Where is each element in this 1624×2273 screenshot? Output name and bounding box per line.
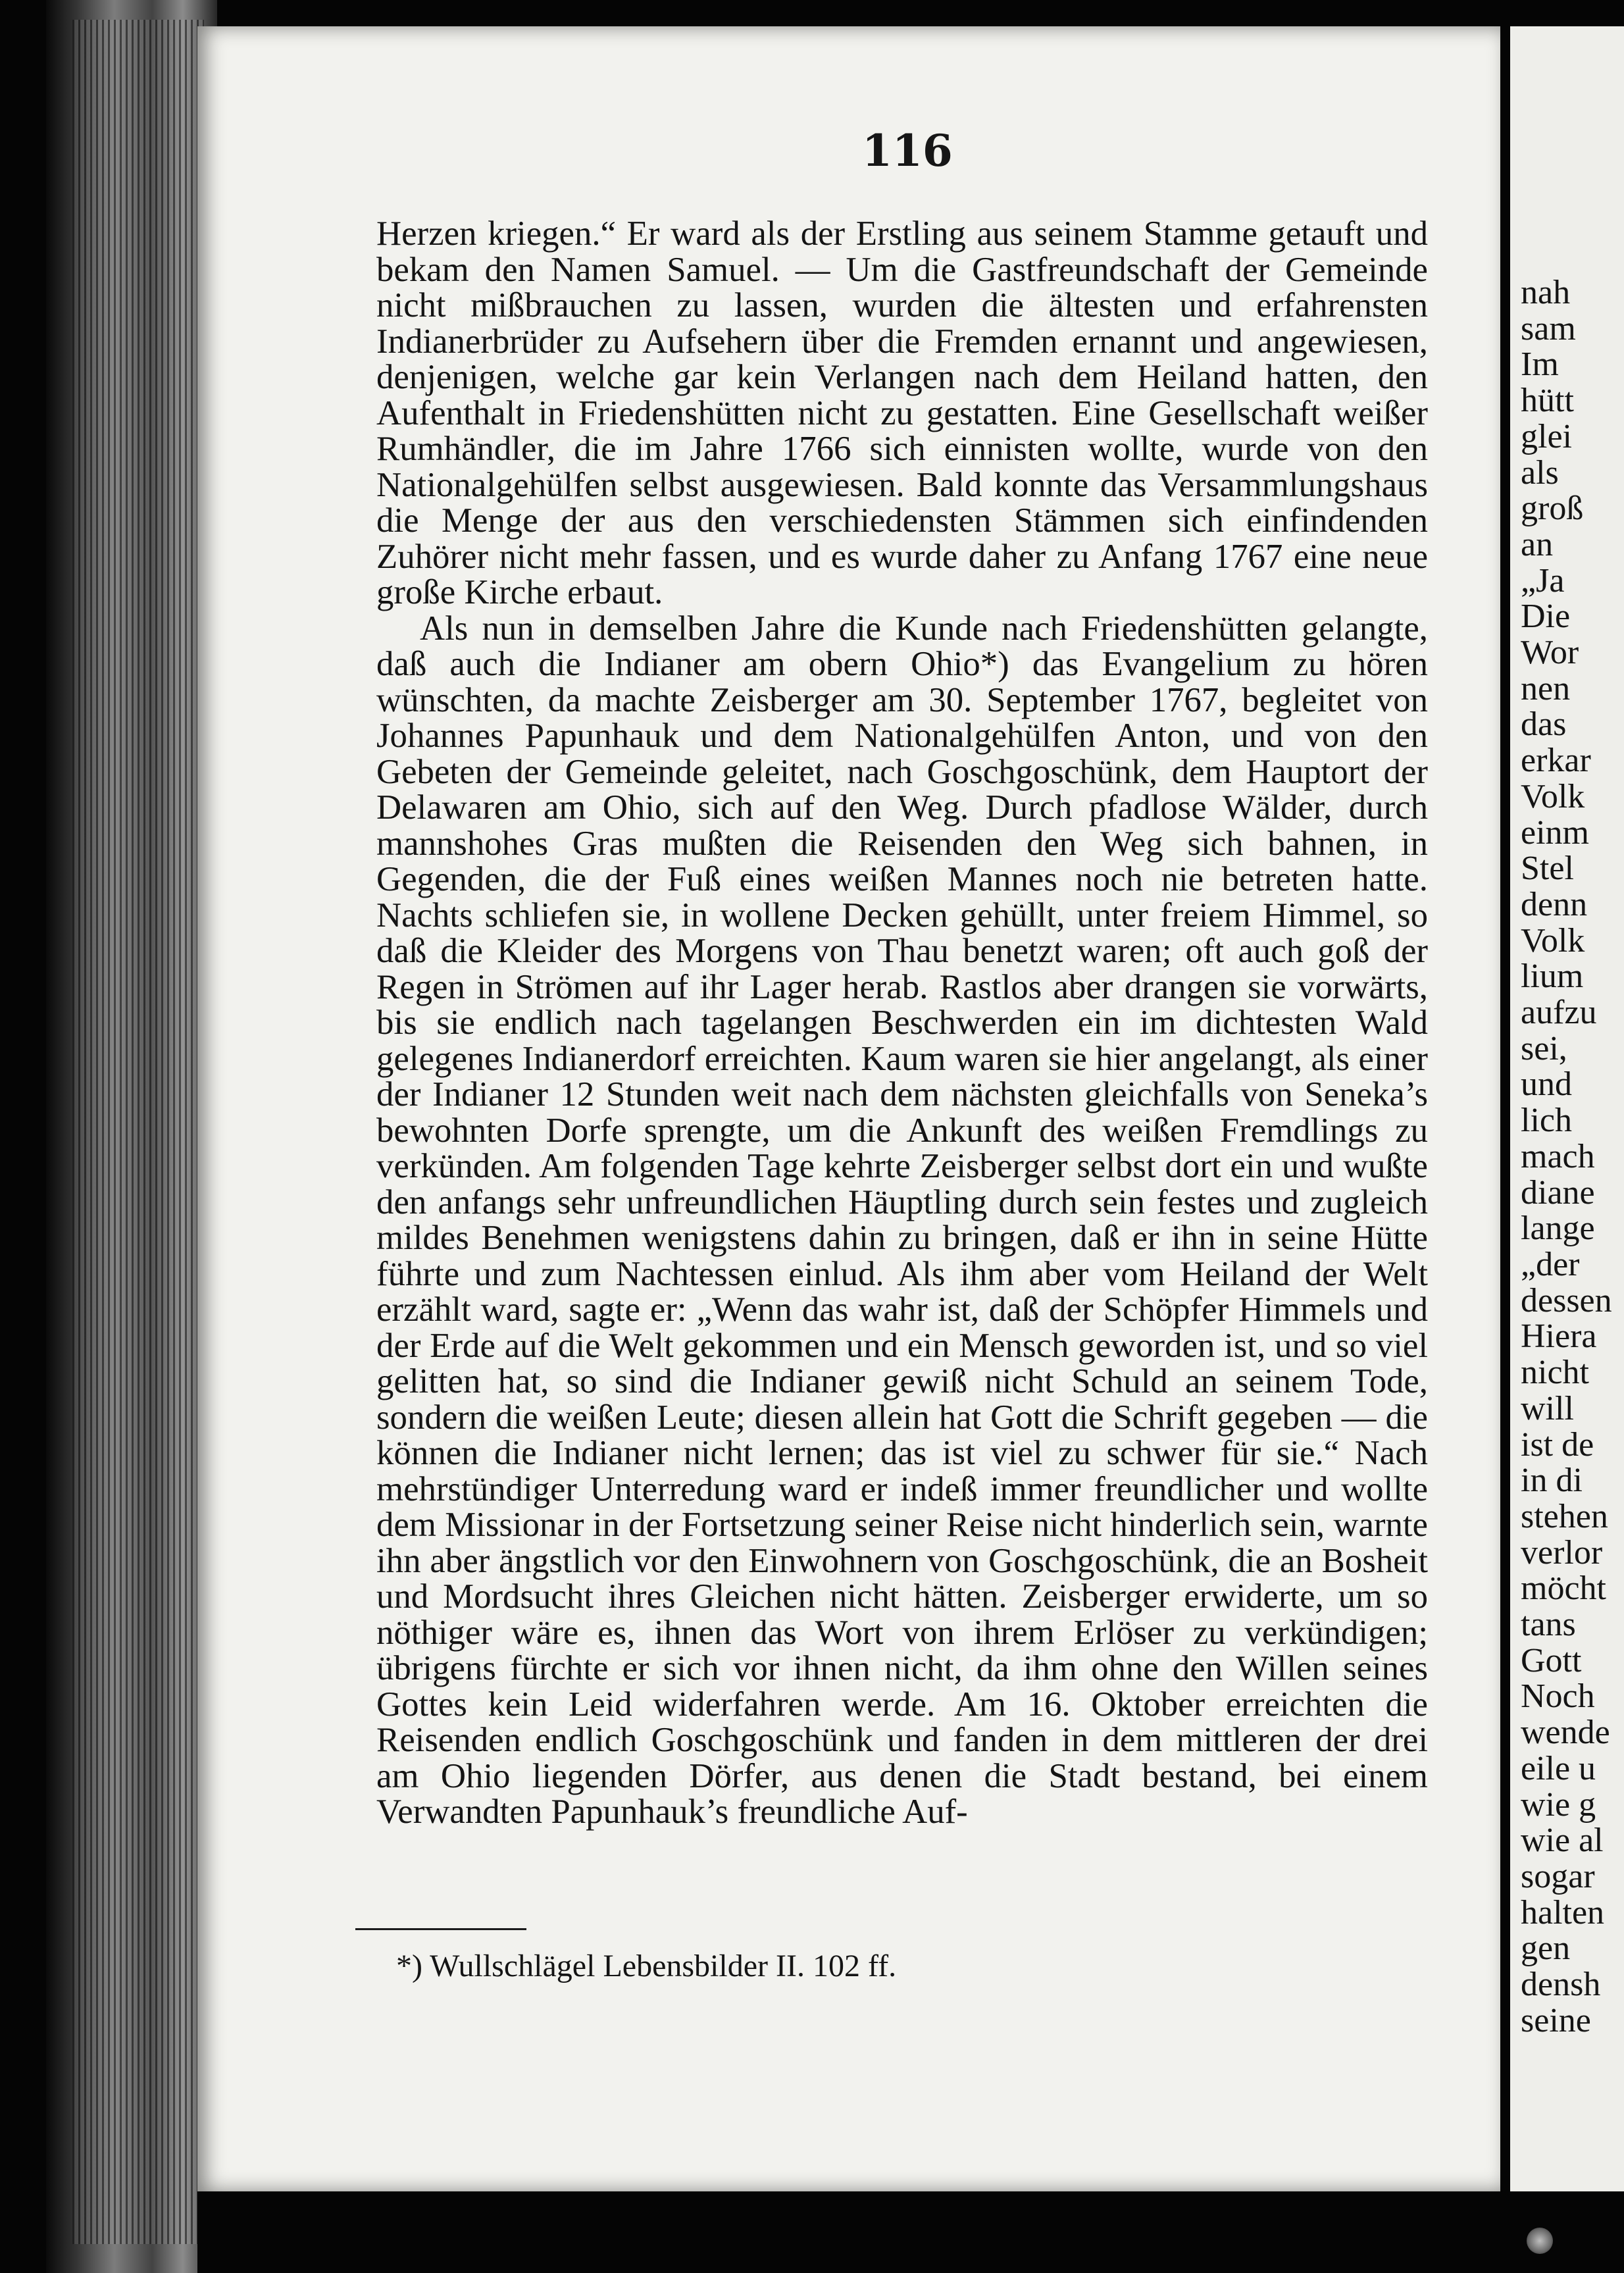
right-page-line: sogar — [1521, 1857, 1595, 1895]
paragraph-1: Herzen kriegen.“ Er ward als der Erstling aus seinem Stamme getauft und bekam den Namen Samuel. — Um die Gastfreundschaft der Gemeinde nicht mißbrauchen zu lassen, wurden die ältesten und erfahrensten Indianerbrüder zu Aufsehern über die Fremden ernannt und angewiesen, denjenigen, welche gar kein Verlangen nach dem Heiland hatten, den Aufenthalt in Friedenshütten nicht zu gestatten. Eine Gesellschaft weißer Rumhändler, die im Jahre 1766 sich einnisten wollte, wurde von den Nationalgehülfen selbst ausgewiesen. Bald konnte das Versammlungshaus die Menge der aus den verschiedensten Stämmen sich einfindenden Zuhörer nicht mehr fassen, und es wurde daher zu Anfang 1767 eine neue große Kirche erbaut. — [376, 215, 1428, 611]
right-page-line: das — [1521, 705, 1567, 744]
right-page-line: hütt — [1521, 382, 1574, 420]
right-page-line: mach — [1521, 1137, 1595, 1175]
right-page-line: glei — [1521, 417, 1572, 455]
right-page-line: denn — [1521, 885, 1588, 923]
right-page-line: in di — [1521, 1462, 1583, 1500]
right-page-edge — [1510, 26, 1624, 2191]
right-page-line: Im — [1521, 345, 1559, 384]
scan-background — [197, 2191, 1624, 2273]
right-page-line: nen — [1521, 669, 1571, 707]
right-page-line: lium — [1521, 958, 1584, 996]
right-page-line: an — [1521, 525, 1554, 563]
right-page-line: ist de — [1521, 1425, 1594, 1464]
right-page-line: und — [1521, 1065, 1572, 1104]
right-page-line: aufzu — [1521, 994, 1597, 1032]
right-page-line: erkar — [1521, 742, 1591, 780]
scan-artifact — [1527, 2228, 1553, 2254]
right-page-line: dessen — [1521, 1281, 1612, 1319]
footnote-divider — [355, 1928, 526, 1930]
right-page-line: wende — [1521, 1714, 1610, 1752]
right-page-line: möcht — [1521, 1570, 1606, 1608]
right-page-line: verlor — [1521, 1533, 1603, 1571]
right-page-line: stehen — [1521, 1497, 1608, 1535]
page-edges — [72, 20, 204, 2244]
right-page-line: Die — [1521, 598, 1571, 636]
right-page-line: „der — [1521, 1245, 1580, 1283]
right-page-line: Volk — [1521, 921, 1585, 959]
right-page-fragments — [1521, 275, 1624, 2039]
page-number: 116 — [862, 125, 953, 176]
right-page-line: wie g — [1521, 1785, 1596, 1824]
right-page-line: tans — [1521, 1606, 1576, 1644]
right-page-line: als — [1521, 453, 1559, 492]
right-page-line: sam — [1521, 309, 1576, 347]
paragraph-2: Als nun in demselben Jahre die Kunde nach Friedenshütten gelangte, daß auch die Indianer am obern Ohio*) das Evangelium zu hören wünschten, da machte Zeisberger am 30. September 1767, begleitet von Johannes Papunhauk und dem Nationalgehülfen Anton, und von den Gebeten der Gemeinde geleitet, nach Goschgoschünk, dem Hauptort der Delawaren am Ohio, sich auf den Weg. Durch pfadlose Wälder, durch mannshohes Gras mußten die Reisenden den Weg sich bahnen, in Gegenden, die der Fuß eines weißen Mannes noch nie betreten hatte. Nachts schliefen sie, in wollene Decken gehüllt, unter freiem Himmel, so daß die Kleider des Morgens von Thau benetzt waren; oft auch goß der Regen in Strömen auf ihr Lager herab. Rastlos aber drangen sie vorwärts, bis sie endlich nach tagelangen Beschwerden ein im dichtesten Wald gelegenes Indianerdorf erreichten. Kaum waren sie hier angelangt, als einer der Indianer 12 Stunden weit nach dem nächsten gleichfalls von Seneka’s bewohnten Dorfe sprengte, um die Ankunft des weißen Fremdlings zu verkünden. Am folgenden Tage kehrte Zeisberger selbst dort ein und wußte den anfangs sehr unfreundlichen Häuptling durch sein festes und zugleich mildes Benehmen wenigstens dahin zu bringen, daß er ihn in seine Hütte führte und zum Nachtessen einlud. Als ihm aber vom Heiland der Welt erzählt ward, sagte er: „Wenn das wahr ist, daß der Schöpfer Himmels und der Erde auf die Welt gekommen und ein Mensch geworden ist, und so viel gelitten hat, so sind die Indianer gewiß nicht Schuld an seinem Tode, sondern die weißen Leute; diesen allein hat Gott die Schrift gegeben — die können die Indianer nicht lernen; das ist viel zu schwer für sie.“ Nach mehrstündiger Unterredung ward er indeß immer freundlicher und wollte dem Missionar in der Fortsetzung seiner Reise nicht hinderlich sein, warnte ihn aber ängstlich vor den Einwohnern von Goschgoschünk, die an Bosheit und Mordsucht ihres Gleichen nicht hätten. Zeisberger erwiderte, um so nöthiger wäre es, ihnen das Wort von ihrem Erlöser zu verkündigen; übrigens fürchte er sich vor ihnen nicht, da ihm ohne den Willen seines Gottes kein Leid widerfahren werde. Am 16. Oktober erreichten die Reisenden endlich Goschgoschünk und fanden in dem mittleren der drei am Ohio liegenden Dörfer, aus denen die Stadt bestand, bei einem Verwandten Papunhauk’s freundliche Auf- — [376, 609, 1428, 1831]
right-page-line: Hiera — [1521, 1317, 1597, 1356]
right-page-line: „Ja — [1521, 561, 1565, 600]
right-page-line: groß — [1521, 490, 1584, 528]
right-page-line: lange — [1521, 1210, 1595, 1248]
footnote: *) Wullschlägel Lebensbilder II. 102 ff. — [396, 1949, 897, 1983]
right-page-line: nah — [1521, 274, 1571, 311]
right-page-line: Volk — [1521, 777, 1585, 815]
right-page-line: einm — [1521, 813, 1589, 852]
right-page-line: eile u — [1521, 1749, 1596, 1787]
right-page-line: sei, — [1521, 1029, 1567, 1067]
right-page-line: lich — [1521, 1102, 1572, 1140]
right-page-line: densh — [1521, 1966, 1601, 2004]
right-page-line: Wor — [1521, 634, 1579, 672]
right-page-line: wie al — [1521, 1822, 1604, 1860]
right-page-line: will — [1521, 1389, 1574, 1427]
right-page-line: Noch — [1521, 1677, 1595, 1716]
right-page-line: seine — [1521, 2001, 1591, 2039]
right-page-line: Gott — [1521, 1641, 1582, 1679]
right-page-line: halten — [1521, 1893, 1605, 1931]
right-page-line: nicht — [1521, 1354, 1589, 1392]
body-text — [376, 216, 1428, 1830]
right-page-line: diane — [1521, 1173, 1595, 1212]
right-page-line: gen — [1521, 1929, 1571, 1968]
right-page-line: Stel — [1521, 850, 1574, 888]
